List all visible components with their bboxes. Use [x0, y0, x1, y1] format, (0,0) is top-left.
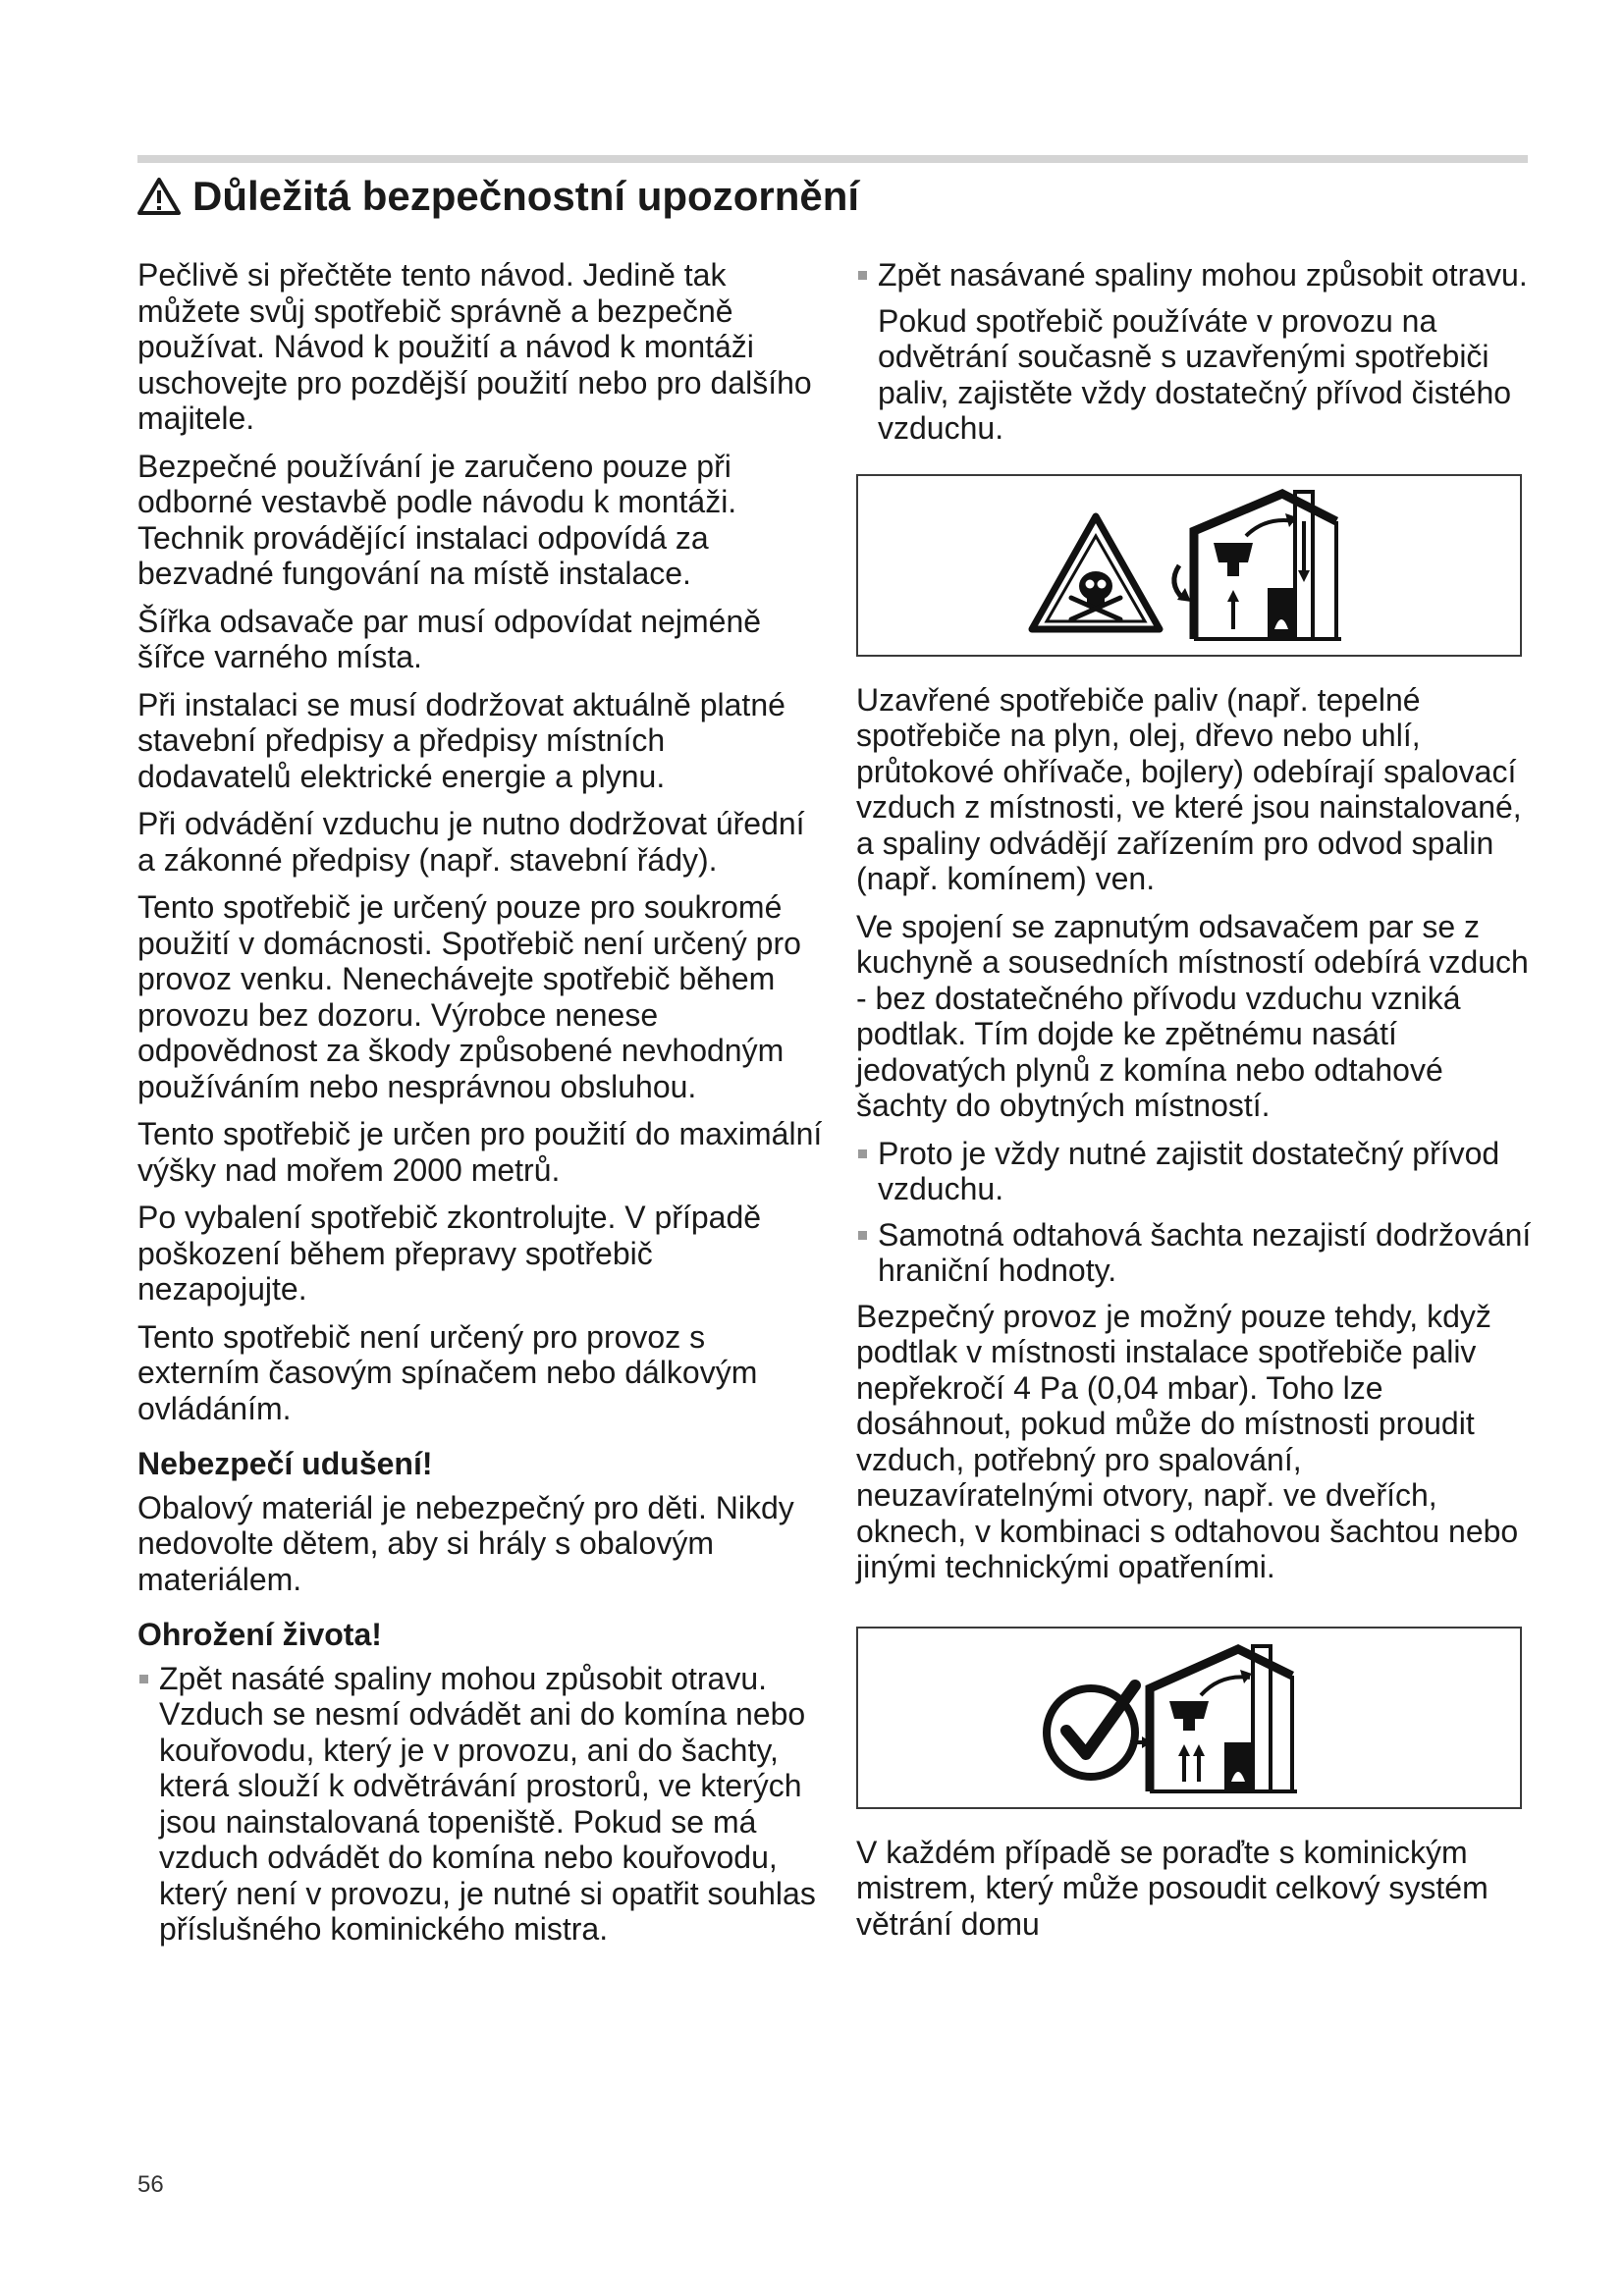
paragraph: Při instalaci se musí dodržovat aktuálně platné stavební předpisy a předpisy místních dodavatelů elektrické energie a plynu. [137, 686, 785, 794]
right-column [856, 257, 1534, 1953]
paragraph: Pečlivě si přečtěte tento návod. Jedině tak můžete svůj spotřebič správně a bezpečně používat. Návod k použití a návod k montáži uschovejte pro pozdější použití nebo pro dalšího majitele. [137, 257, 812, 436]
paragraph: Ve spojení se zapnutým odsavačem par se z kuchyně a sousedních místností odebírá vzduch - bez dostatečného přívodu vzduchu vzniká podtlak. Tím dojde ke zpětnému nasátí jedovatých plynů z komína nebo odtahové šachty do obytných místností. [856, 908, 1529, 1123]
illustration-ok [856, 1627, 1522, 1809]
subheading-suffocation: Nebezpečí udušení! [137, 1446, 433, 1481]
checkmark-house-icon [1032, 1634, 1346, 1801]
paragraph: Po vybalení spotřebič zkontrolujte. V případě poškození během přepravy spotřebič nezapojujte. [137, 1200, 762, 1307]
paragraph: Obalový materiál je nebezpečný pro děti. Nikdy nedovolte dětem, aby si hrály s obalovým materiálem. [137, 1489, 794, 1597]
bullet-item: Zpět nasávané spaliny mohou způsobit otravu. [856, 257, 1534, 294]
paragraph: Pokud spotřebič používáte v provozu na odvětrání současně s uzavřenými spotřebiči paliv, zajistěte vždy dostatečný přívod čistého vzduchu. [878, 302, 1512, 446]
paragraph: Bezpečný provoz je možný pouze tehdy, když podtlak v místnosti instalace spotřebiče paliv nepřekročí 4 Pa (0,04 mbar). Toho lze dosáhnout, pokud může do místnosti proudit vzduch, potřebný pro spalování, neuzavíratelnými otvory, např. ve dveřích, oknech, v kombinaci s odtahovou šachtou nebo jinými technickými opatřeními. [856, 1298, 1519, 1584]
paragraph: V každém případě se poraďte s kominickým mistrem, který může posoudit celkový systém větrání domu [856, 1834, 1489, 1942]
page-title [137, 169, 859, 224]
page-number: 56 [137, 2171, 164, 2198]
skull-warning-house-icon [1012, 482, 1366, 649]
paragraph: Tento spotřebič je určený pouze pro soukromé použití v domácnosti. Spotřebič není určený pro provoz venku. Nenechávejte spotřebič během provozu bez dozoru. Výrobce nenese odpovědnost za škody způsobené nevhodným používáním nebo nesprávnou obsluhou. [137, 889, 801, 1104]
paragraph: Tento spotřebič je určen pro použití do maximální výšky nad mořem 2000 metrů. [137, 1116, 823, 1188]
header-rule [137, 155, 1528, 163]
left-column [137, 257, 825, 1957]
paragraph: Uzavřené spotřebiče paliv (např. tepelné spotřebiče na plyn, olej, dřevo nebo uhlí, průtokové ohřívače, bojlery) odebírají spalovací vzduch z místnosti, ve které jsou nainstalované, a spaliny odvádějí zařízením pro odvod spalin (např. komínem) ven. [856, 681, 1522, 896]
page-title-text: Důležitá bezpečnostní upozornění [192, 173, 860, 219]
paragraph: Tento spotřebič není určený pro provoz s externím časovým spínačem nebo dálkovým ovládáním. [137, 1318, 758, 1426]
paragraph: Šířka odsavače par musí odpovídat nejméně šířce varného místa. [137, 603, 762, 674]
bullet-item: Proto je vždy nutné zajistit dostatečný přívod vzduchu. [856, 1136, 1534, 1207]
illustration-danger [856, 474, 1522, 657]
bullet-item: Samotná odtahová šachta nezajistí dodržování hraniční hodnoty. [856, 1217, 1534, 1289]
subheading-danger: Ohrožení života! [137, 1617, 382, 1652]
paragraph: Při odvádění vzduchu je nutno dodržovat úřední a zákonné předpisy (např. stavební řády). [137, 806, 805, 878]
paragraph: Bezpečné používání je zaručeno pouze při odborné vestavbě podle návodu k montáži. Technik provádějící instalaci odpovídá za bezvadné fungování na místě instalace. [137, 448, 737, 591]
warning-triangle-icon [137, 177, 181, 216]
bullet-item: Zpět nasáté spaliny mohou způsobit otravu. Vzduch se nesmí odvádět ani do komína nebo kouřovodu, který je v provozu, ani do šachty, která slouží k odvětrávání prostorů, ve kterých jsou nainstalovaná topeniště. Pokud se má vzduch odvádět do komína nebo kouřovodu, který není v provozu, je nutné si opatřit souhlas příslušného kominického mistra. [137, 1661, 825, 1948]
